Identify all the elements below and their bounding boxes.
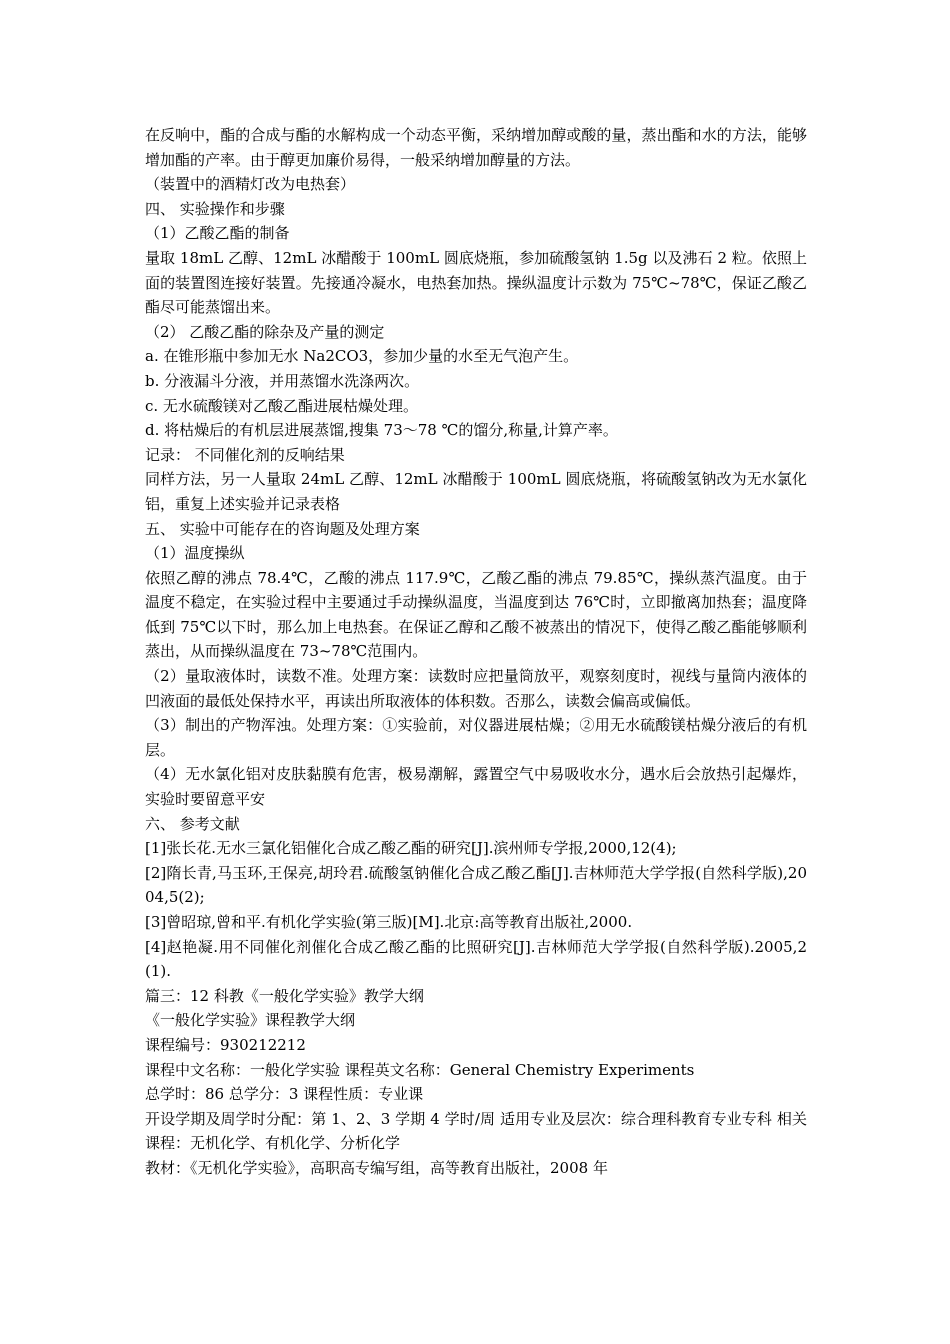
subheading-temperature: （1）温度操纵: [145, 544, 245, 563]
reference-item-4: [4]赵艳凝.用不同催化剂催化合成乙酸乙酯的比照研究[J].吉林师范大学学报(自然科学版).2005,2(1).: [145, 937, 807, 981]
subheading-purification: （2） 乙酸乙酯的除杂及产量的测定: [145, 322, 385, 341]
paragraph-measurement: （2）量取液体时，读数不准。处理方案：读数时应把量筒放平，观察刻度时，视线与量筒内液体的凹液面的最低处保持水平，再读出所取液体的体积数。否那么，读数会偏高或偏低。: [145, 667, 807, 710]
paragraph-preparation: 量取 18mL 乙醇、12mL 冰醋酸于 100mL 圆底烧瓶，参加硫酸氢钠 1.5g 以及沸石 2 粒。依照上面的装置图连接好装置。先接通冷凝水，电热套加热。操纵温度计示数为 75℃~78℃，保证乙酸乙酯尽可能蒸馏出来。: [145, 248, 807, 317]
paragraph-repeat-method: 同样方法，另一人量取 24mL 乙醇、12mL 冰醋酸于 100mL 圆底烧瓶，将硫酸氢钠改为无水氯化铝，重复上述实验并记录表格: [145, 470, 807, 513]
paragraph-safety: （4）无水氯化铝对皮肤黏膜有危害，极易潮解，露置空气中易吸收水分，遇水后会放热引起爆炸，实验时要留意平安: [145, 765, 807, 809]
document-page: [145, 123, 807, 1181]
paragraph-turbid-product: （3）制出的产物浑浊。处理方案：①实验前，对仪器进展枯燥；②用无水硫酸镁枯燥分液后的有机层。: [145, 716, 807, 759]
paragraph-temperature: 依照乙醇的沸点 78.4℃，乙酸的沸点 117.9℃，乙酸乙酯的沸点 79.85℃，操纵蒸汽温度。由于温度不稳定，在实验过程中主要通过手动操纵温度，当温度到达 76℃时，立即撤离加热套；温度降低到 75℃以下时，那么加上电热套。在保证乙醇和乙酸不被蒸出的情况下，使得乙酸乙酯能够顺利蒸出，从而操纵温度在 73~78℃范围内。: [145, 568, 807, 661]
list-item-a: a. 在锥形瓶中参加无水 Na2CO3，参加少量的水至无气泡产生。: [145, 347, 579, 366]
section-heading-problems: 五、 实验中可能存在的咨询题及处理方案: [145, 519, 420, 538]
paragraph-equilibrium: 在反响中，酯的合成与酯的水解构成一个动态平衡，采纳增加醇或酸的量，蒸出酯和水的方法，能够增加酯的产率。由于醇更加廉价易得，一般采纳增加醇量的方法。: [145, 126, 807, 169]
list-item-b: b. 分液漏斗分液，并用蒸馏水洗涤两次。: [145, 371, 420, 390]
section-heading-references: 六、 参考文献: [145, 814, 240, 833]
course-code: 课程编号：930212212: [145, 1035, 306, 1054]
section-heading-part-three: 篇三：12 科教《一般化学实验》教学大纲: [145, 986, 424, 1005]
list-item-d: d. 将枯燥后的有机层进展蒸馏,搜集 73～78 ℃的馏分,称量,计算产率。: [145, 421, 618, 440]
list-item-c: c. 无水硫酸镁对乙酸乙酯进展枯燥处理。: [145, 396, 418, 415]
course-textbook: 教材：《无机化学实验》，高职高专编写组，高等教育出版社，2008 年: [145, 1158, 608, 1177]
course-hours-credits: 总学时：86 总学分：3 课程性质：专业课: [145, 1085, 424, 1104]
reference-item-1: [1]张长花.无水三氯化铝催化合成乙酸乙酯的研究[J].滨州师专学报,2000,12(4);: [145, 839, 677, 858]
reference-item-2: [2]隋长青,马玉环,王保亮,胡玲君.硫酸氢钠催化合成乙酸乙酯[J].吉林师范大学学报(自然科学版),2004,5(2);: [145, 863, 807, 907]
syllabus-title: 《一般化学实验》课程教学大纲: [145, 1011, 356, 1030]
reference-item-3: [3]曾昭琼,曾和平.有机化学实验(第三版)[M].北京:高等教育出版社,2000.: [145, 913, 633, 931]
section-heading-procedure: 四、 实验操作和步骤: [145, 199, 285, 218]
course-schedule: 开设学期及周学时分配：第 1、2、3 学期 4 学时/周 适用专业及层次：综合理科教育专业专科 相关课程：无机化学、有机化学、分析化学: [145, 1109, 807, 1153]
course-names: 课程中文名称：一般化学实验 课程英文名称：General Chemistry Experiments: [145, 1060, 695, 1079]
subheading-preparation: （1）乙酸乙酯的制备: [145, 224, 290, 243]
paragraph-record: 记录： 不同催化剂的反响结果: [145, 445, 345, 464]
paragraph-apparatus-note: （装置中的酒精灯改为电热套）: [145, 175, 356, 194]
